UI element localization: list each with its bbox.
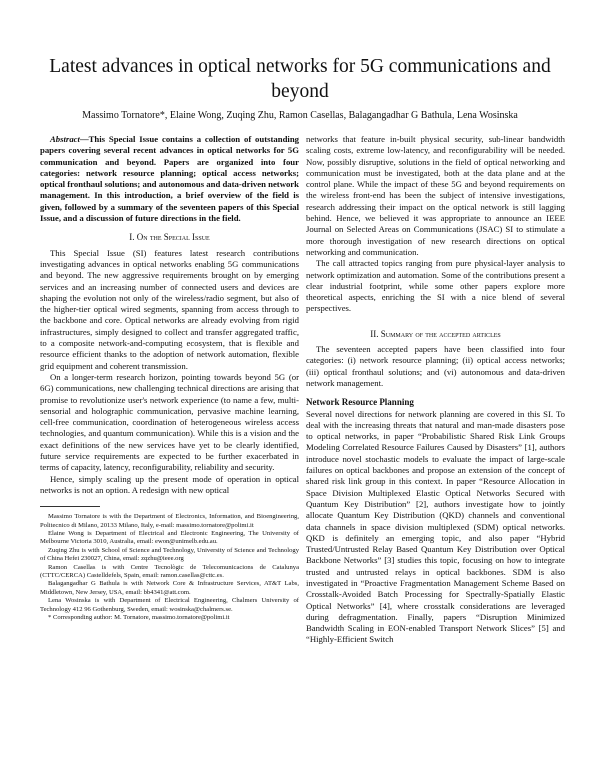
subsection-network-resource-planning: Network Resource Planning — [306, 397, 414, 408]
footnote-wong: Elaine Wong is Department of Electrical and Electronic Engineering, The University of Melbourne Victoria 3010, Australia, email: ewon@unimelb.edu.au. — [40, 530, 299, 546]
footnote-wosinska: Lena Wosinska is with Department of Electrical Engineering, Chalmers University of Technology 412 96 Gothenburg, Sweden, email: wosinska@chalmers.se. — [40, 597, 299, 613]
footnote-tornatore: Massimo Tornatore is with the Department of Electronics, Information, and Bioengineering, Politecnico di Milano, 20133 Milano, Italy, e-mail: massimo.tornatore@polimi.it — [40, 513, 299, 529]
author-list: Massimo Tornatore*, Elaine Wong, Zuqing Zhu, Ramon Casellas, Balagangadhar G Bathula, Lena Wosinska — [82, 110, 518, 121]
section-1-paragraph-5: The call attracted topics ranging from pure physical-layer analysis to network optimization and automation. Some of the contributions present a clear industrial footprint, while some other papers explore more theoretical aspects, enriching the SI with a nice blend of several perspectives. — [306, 258, 565, 314]
section-1-heading: I. On the Special Issue — [129, 232, 210, 243]
abstract-text: —This Special Issue contains a collection of outstanding papers covering several recent advances in optical networks for 5G communication and beyond. Papers are organized into four categories: network resource planning; optical access networks; optical fronthaul solutions; and autonomous and data-driven network management. In this introduction, a brief overview of the field is given, followed by a summary of the seventeen papers of this Special Issue, and a discussion of future directions in the field. — [40, 134, 299, 224]
footnote-rule — [40, 506, 100, 507]
paper-title: Latest advances in optical networks for 5G communications and beyond — [49, 56, 551, 102]
section-2-heading: II. Summary of the accepted articles — [370, 328, 501, 339]
abstract — [40, 134, 299, 224]
section-2-paragraph-2: Several novel directions for network planning are covered in this SI. To deal with the increasing threats that natural and man-made disasters pose to optical networks, in paper “Probabilistic Shared Risk Link Groups Modeling Correlated Resource Failures Caused by Disasters” [1], authors introduce novel stochastic models to evaluate the impact of large-scale failures on optical backbones and propose an extension of the concept of shared risk link group in this context. In paper “Resource Allocation in Space Division Multiplexed Elastic Optical Networks Secured with Quantum Key Distribution” [2], authors investigate how to jointly allocate Quantum Key Distribution (QKD) channels and conventional data channels in space division multiplexed (SDM) optical networks. QKD is definitely an emerging topic, and also paper “Hybrid Trusted/Untrusted Relay Based Quantum Key Distribution over Optical Backbone Networks” [3] studies this topic, focusing on how to integrate trusted and untrusted relays in optical backbones. SDM is also investigated in “Proactive Fragmentation Management Scheme Based on Crosstalk-Avoided Batch Processing for Spectrally-Spatially Elastic Optical Networks” [4], where crosstalk considerations are leveraged during defragmentation. Finally, papers “Disruption Minimized Bandwidth Scaling in EON-enabled Transport Network Slices” [5] and “Highly-Efficient Switch — [306, 408, 565, 645]
section-1-paragraph-1: This Special Issue (SI) features latest research contributions investigating advances in optical networks enabling 5G communications and beyond. The new aggressive requirements brought on by emerging services and an increasing number of connected users and devices are shaping the evolution not only of the wireless/radio segment, but also of the higher-tier optical wired segments, spanning from access through to the backbone and core. Optical networks are already evolving from rigid infrastructures, simply designed to collect and transfer aggregated traffic, to a composite network-and-computing ecosystem, that is flexible and resource efficient thanks to the adoption of network automation, flexible grid equipment and coherent transmission. — [40, 247, 299, 371]
footnote-bathula: Balagangadhar G Bathula is with Network Core & Infrastructure Services, AT&T Labs, Middletown, New Jersey, USA, email: bb4341@att.com. — [40, 580, 299, 596]
footnote-corresponding: * Corresponding author: M. Tornatore, massimo.tornatore@polimi.it — [48, 614, 230, 622]
section-2-paragraph-1: The seventeen accepted papers have been classified into four categories: (i) network resource planning; (ii) optical access networks; (iii) optical fronthaul solutions; and (vi) autonomous and data-driven network management. — [306, 344, 565, 388]
right-column — [306, 134, 565, 646]
section-1-paragraph-3: Hence, simply scaling up the present mode of operation in optical networks is not an option. A redesign with new optical — [40, 473, 299, 495]
section-1-paragraph-2: On a longer-term research horizon, pointing towards beyond 5G (or 6G) communications, new challenging technical directions are arising that promise to revolutionize user's network experience (to name a few, multi-sensorial and holographic communication, pervasive machine learning, cell-free communication, coordination of heterogeneous wireless access technologies, and quantum communication). While this is a vision and the exact definitions of the new services have yet to be clearly identified, future service requirements are expected to be further exacerbated in terms of capacity, latency, reconfigurability, reliability and security. — [40, 371, 299, 473]
abstract-lead: Abstract — [50, 134, 80, 144]
section-1-paragraph-4: networks that feature in-built physical security, sub-linear bandwidth scaling costs, extreme low-latency, and reconfigurability will be needed. Now, possibly disruptive, solutions in the field of optical networking and communication must be investigated, both at the data plane and at the control plane. While the impact of these 5G and beyond requirements on the wireless front-end has been the subject of intensive investigations, research addressing their impact on the optical network is still lagging behind. Hence, we believed it was appropriate to announce an IEEE Journal on Selected Areas on Communications (JSAC) SI to stimulate a more thorough investigation of new research directions on optical networking and communication. — [306, 134, 565, 257]
footnote-casellas: Ramon Casellas is with Centre Tecnològic de Telecomunicacions de Catalunya (CTTC/CERCA) Castelldefels, Spain, email: ramon.casellas@cttc.es. — [40, 563, 299, 580]
left-column — [40, 134, 299, 622]
footnote-zhu: Zuqing Zhu is with School of Science and Technology, University of Science and Technology of China Hefei 230027, China, email: zqzhu@ieee.org — [40, 546, 299, 563]
footnotes — [40, 513, 299, 622]
